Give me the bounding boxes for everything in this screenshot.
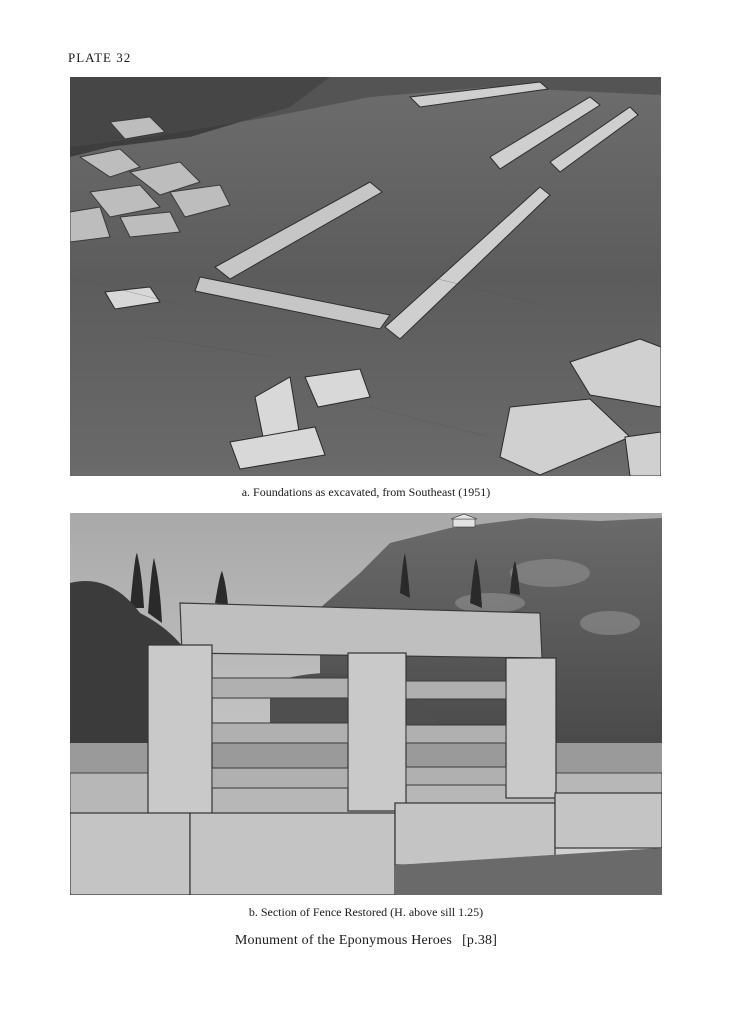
- photo-fence: [70, 513, 662, 895]
- foundations-photo-graphic: [70, 77, 661, 476]
- caption-a: a. Foundations as excavated, from Southeast (1951): [241, 485, 491, 499]
- photo-foundations: [70, 77, 661, 476]
- footer-title: Monument of the Eponymous Heroes: [234, 933, 453, 948]
- plate-label: PLATE 32: [68, 50, 132, 65]
- fence-photo-graphic: [70, 513, 662, 895]
- caption-b: b. Section of Fence Restored (H. above sill 1.25): [248, 905, 484, 919]
- page-footer: [0, 933, 732, 949]
- footer-page-ref: [p.38]: [462, 933, 498, 948]
